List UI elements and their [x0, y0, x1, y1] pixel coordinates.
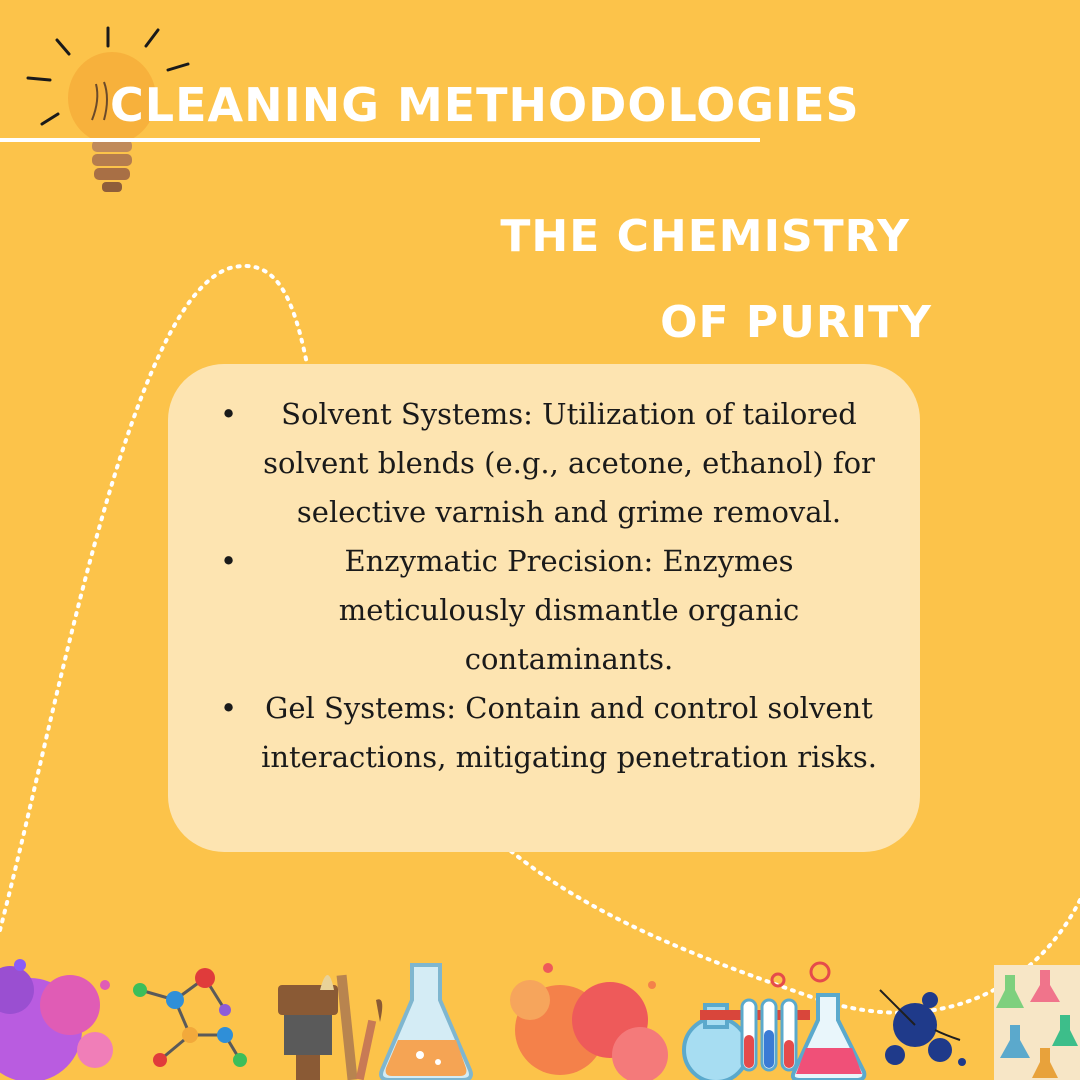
list-item-text: Gel Systems: Contain and control solvent interactions, mitigating penetration risks.	[261, 691, 877, 774]
bullet-marker: •	[220, 544, 238, 578]
paint-splash-purple	[0, 959, 113, 1080]
test-tubes-icon	[684, 963, 864, 1080]
paint-splash-red	[510, 963, 668, 1080]
bullet-marker: •	[220, 691, 238, 725]
list-item-text: Enzymatic Precision: Enzymes meticulously dismantle organic contaminants.	[338, 544, 800, 676]
title-underline	[0, 138, 760, 142]
list-item	[220, 390, 890, 537]
subtitle-line-1: THE CHEMISTRY	[500, 211, 910, 262]
list-item	[220, 684, 890, 782]
flask-pattern-tile	[994, 965, 1080, 1080]
list-item-text: Solvent Systems: Utilization of tailored solvent blends (e.g., acetone, ethanol) for selective varnish and grime removal.	[263, 397, 875, 529]
flask-icon	[381, 965, 471, 1080]
subtitle	[500, 205, 932, 355]
bullet-marker: •	[220, 397, 238, 431]
bullet-list	[168, 364, 920, 782]
paintbrushes-icon	[278, 975, 382, 1080]
list-item	[220, 537, 890, 684]
page-title: CLEANING METHODOLOGIES	[110, 78, 860, 132]
ink-splatter-blue	[880, 990, 966, 1066]
content-card	[168, 364, 920, 852]
molecule-icon	[133, 968, 247, 1067]
subtitle-line-2: OF PURITY	[660, 297, 932, 348]
